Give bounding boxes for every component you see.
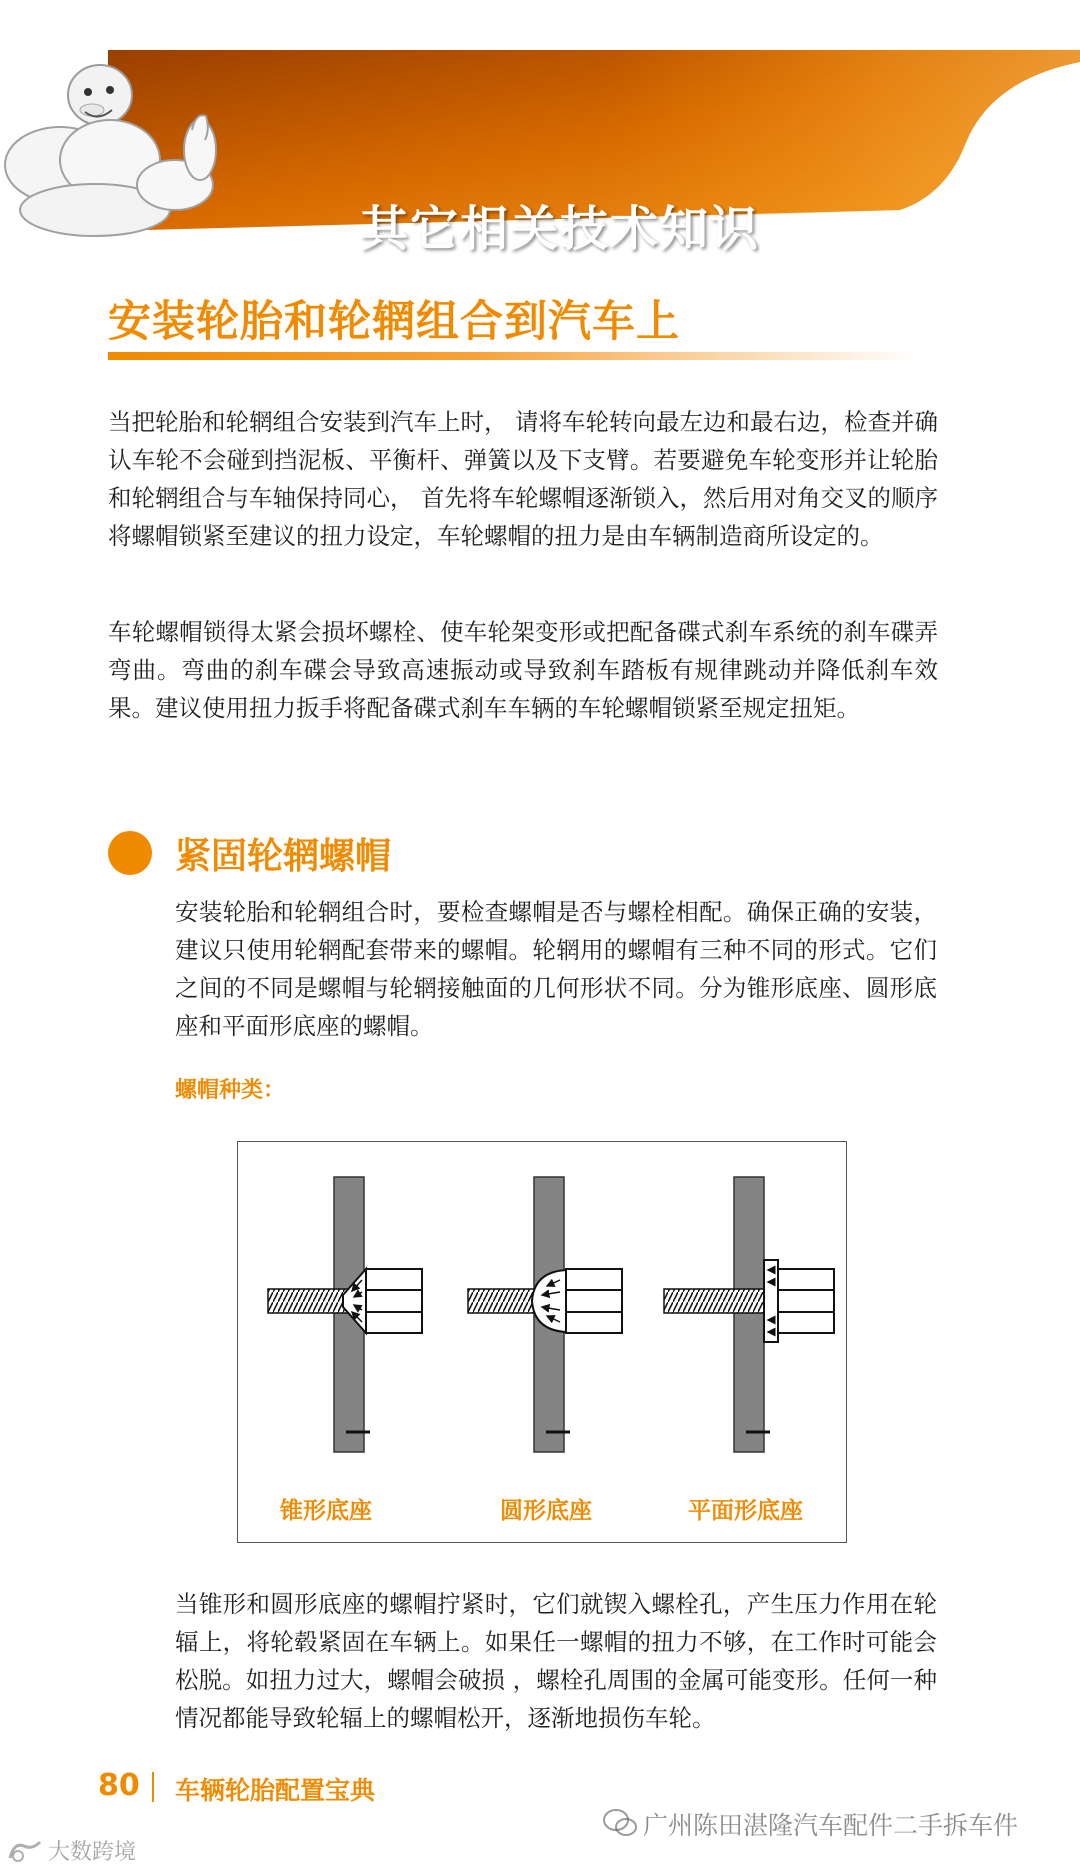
label-flat-seat: 平面形底座: [688, 1498, 803, 1524]
nut-types-figure: [237, 1141, 847, 1543]
label-conical-seat: 锥形底座: [280, 1498, 372, 1524]
nut-diagrams: [238, 1142, 848, 1544]
round-seat-diagram: [468, 1177, 622, 1452]
chapter-banner: [0, 50, 1080, 257]
after-figure-paragraph: 当锥形和圆形底座的螺帽拧紧时，它们就锲入螺栓孔，产生压力作用在轮辐上，将轮毂紧固在车辆上。如果任一螺帽的扭力不够，在工作时可能会松脱。如扭力过大，螺帽会破损 ，螺栓孔周围的金属可能变形。任何一种情况都能导致轮辐上的螺帽松开，逐渐地损伤车轮。: [175, 1590, 937, 1732]
title-underline: [108, 352, 918, 360]
nut-types-label: 螺帽种类：: [175, 1078, 286, 1103]
section-title: 安装轮胎和轮辋组合到汽车上: [108, 297, 680, 347]
subsection-bullet: [108, 831, 152, 875]
page-number: 80: [98, 1768, 140, 1803]
brand-watermark: 大数跨境: [48, 1840, 137, 1865]
paragraph-2: 车轮螺帽锁得太紧会损坏螺栓、使车轮架变形或把配备碟式刹车系统的刹车碟弄弯曲。弯曲的刹车碟会导致高速振动或导致刹车踏板有规律跳动并降低刹车效果。建议使用扭力扳手将配备碟式刹车车辆的车轮螺帽锁紧至规定扭矩。: [108, 618, 938, 722]
paragraph-1: 当把轮胎和轮辋组合安装到汽车上时， 请将车轮转向最左边和最右边，检查并确认车轮不会碰到挡泥板、平衡杆、弹簧以及下支臂。若要避免车轮变形并让轮胎和轮辋组合与车轴保持同心， 首先将车轮螺帽逐渐锁入，然后用对角交叉的顺序将螺帽锁紧至建议的扭力设定，车轮螺帽的扭力是由车辆制造商所设定的。: [108, 408, 938, 550]
brand-logo-icon: [6, 1838, 44, 1864]
book-title: 车辆轮胎配置宝典: [175, 1776, 376, 1805]
label-round-seat: 圆形底座: [500, 1498, 592, 1524]
mascot-figure: [0, 50, 240, 240]
wechat-watermark: 广州陈田湛隆汽车配件二手拆车件: [643, 1811, 1019, 1840]
wechat-icon: [602, 1808, 638, 1838]
chapter-title: 其它相关技术知识: [360, 201, 761, 257]
footer-separator: [152, 1772, 154, 1802]
subsection-title: 紧固轮辋螺帽: [175, 836, 392, 877]
conical-seat-diagram: [268, 1177, 422, 1452]
flat-seat-diagram: [664, 1177, 834, 1452]
subsection-body: 安装轮胎和轮辋组合时，要检查螺帽是否与螺栓相配。确保正确的安装，建议只使用轮辋配套带来的螺帽。轮辋用的螺帽有三种不同的形式。它们之间的不同是螺帽与轮辋接触面的几何形状不同。分为锥形底座、圆形底座和平面形底座的螺帽。: [175, 898, 937, 1040]
